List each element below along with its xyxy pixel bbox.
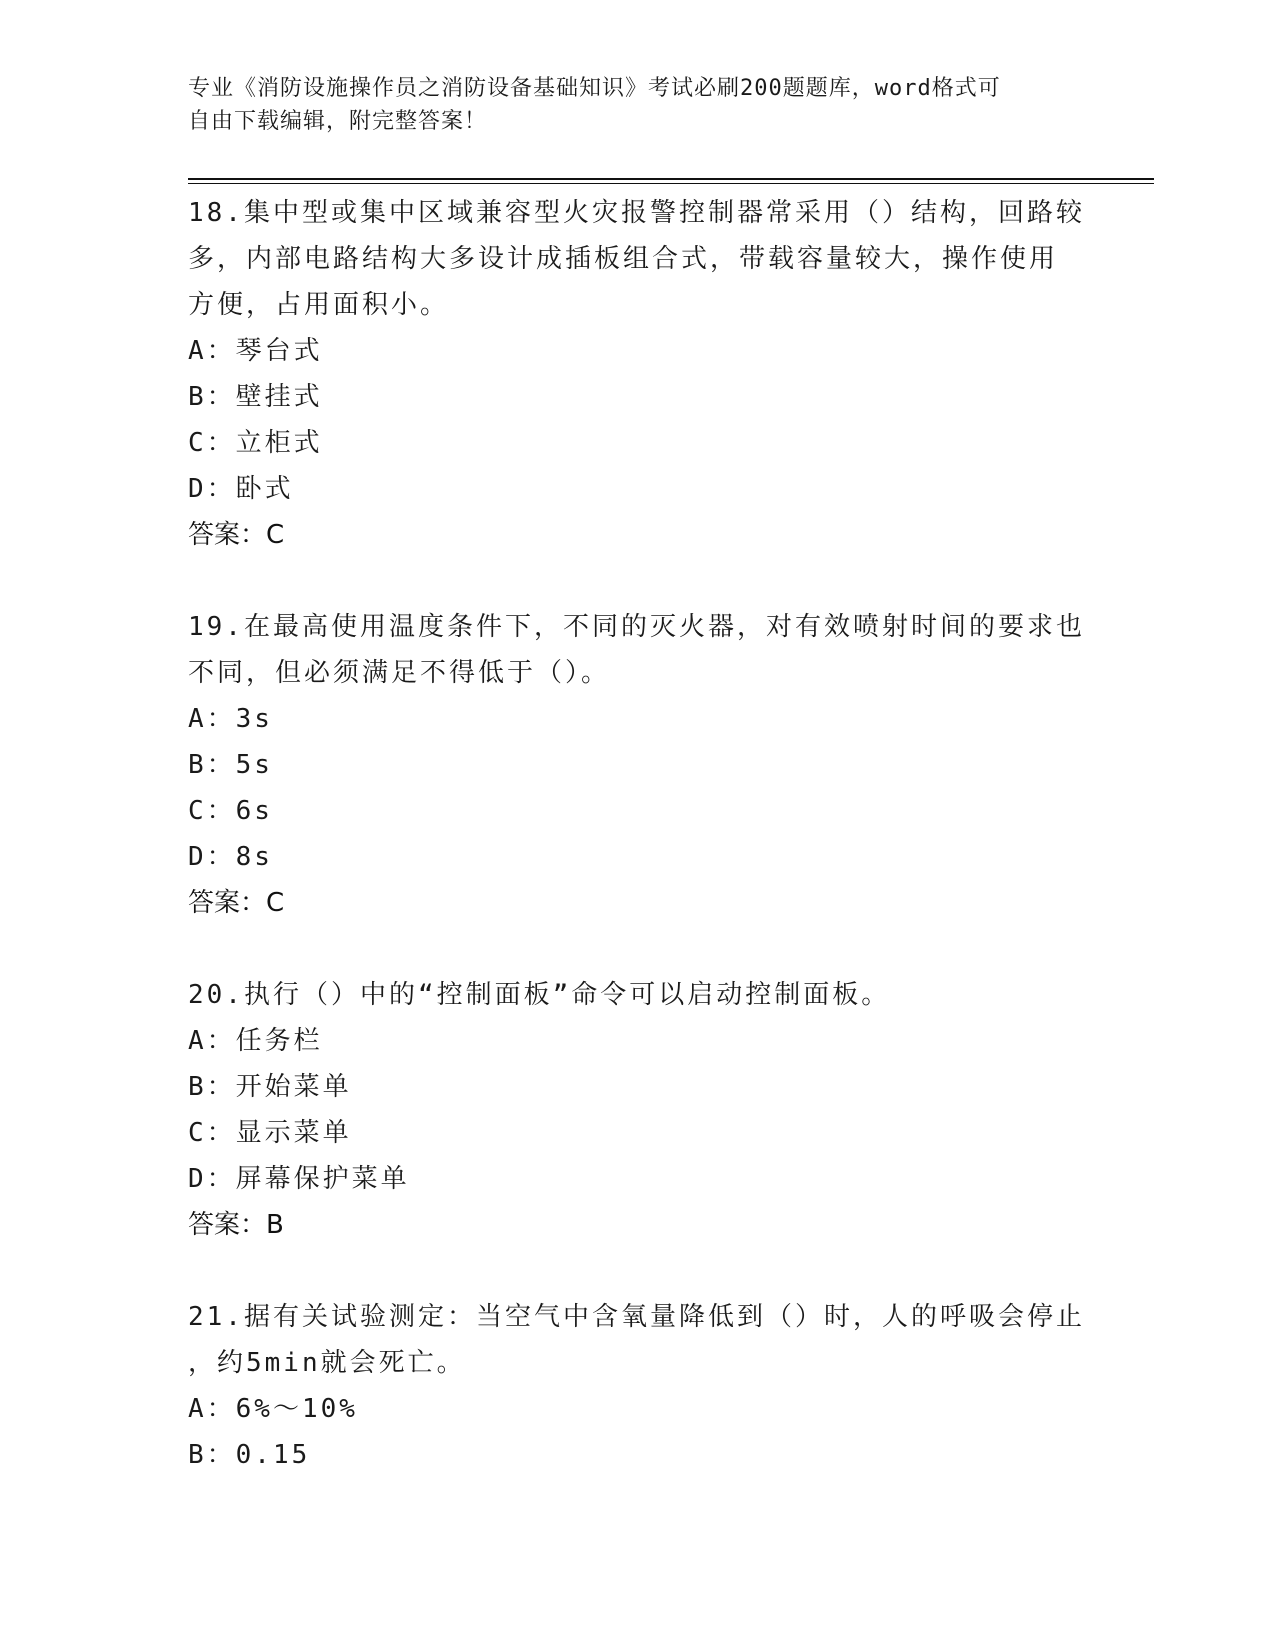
question-list [188, 190, 1088, 1478]
question-text-line: 不同，但必须满足不得低于（）。 [188, 658, 611, 688]
option-d: D：8s [188, 842, 273, 872]
option-d: D：屏幕保护菜单 [188, 1164, 410, 1194]
document-header [188, 72, 1088, 138]
question-18 [188, 190, 1088, 558]
answer-label: 答案：C [188, 520, 285, 550]
option-b: B：5s [188, 750, 273, 780]
option-a: A：任务栏 [188, 1026, 323, 1056]
question-text-line: 19.在最高使用温度条件下，不同的灭火器，对有效喷射时间的要求也 [188, 612, 1085, 642]
question-spacer [188, 1248, 1088, 1294]
question-20 [188, 972, 1088, 1248]
option-c: C：显示菜单 [188, 1118, 352, 1148]
option-a: A：3s [188, 704, 273, 734]
question-text-line: 18.集中型或集中区域兼容型火灾报警控制器常采用（）结构，回路较 [188, 198, 1085, 228]
option-b: B：开始菜单 [188, 1072, 352, 1102]
question-spacer [188, 926, 1088, 972]
question-text-line: 多，内部电路结构大多设计成插板组合式，带载容量较大，操作使用 [188, 244, 1059, 274]
header-divider-thick [188, 178, 1154, 180]
answer-label: 答案：C [188, 888, 285, 918]
question-text-line: 21.据有关试验测定：当空气中含氧量降低到（）时，人的呼吸会停止 [188, 1302, 1085, 1332]
question-21 [188, 1294, 1088, 1478]
option-a: A：琴台式 [188, 336, 323, 366]
question-text-line: 方便，占用面积小。 [188, 290, 450, 320]
header-divider-thin [188, 183, 1154, 184]
header-line-2: 自由下载编辑，附完整答案！ [188, 109, 488, 134]
answer-label: 答案：B [188, 1210, 284, 1240]
option-b: B：0.15 [188, 1440, 311, 1470]
option-d: D：卧式 [188, 474, 294, 504]
header-line-1: 专业《消防设施操作员之消防设备基础知识》考试必刷200题题库，word格式可 [188, 76, 1001, 101]
option-c: C：6s [188, 796, 273, 826]
question-19 [188, 604, 1088, 926]
question-spacer [188, 558, 1088, 604]
question-text-line: 20.执行（）中的“控制面板”命令可以启动控制面板。 [188, 980, 891, 1010]
question-text-line: ，约5min就会死亡。 [188, 1348, 466, 1378]
option-b: B：壁挂式 [188, 382, 323, 412]
option-c: C：立柜式 [188, 428, 323, 458]
option-a: A：6%～10% [188, 1394, 358, 1424]
